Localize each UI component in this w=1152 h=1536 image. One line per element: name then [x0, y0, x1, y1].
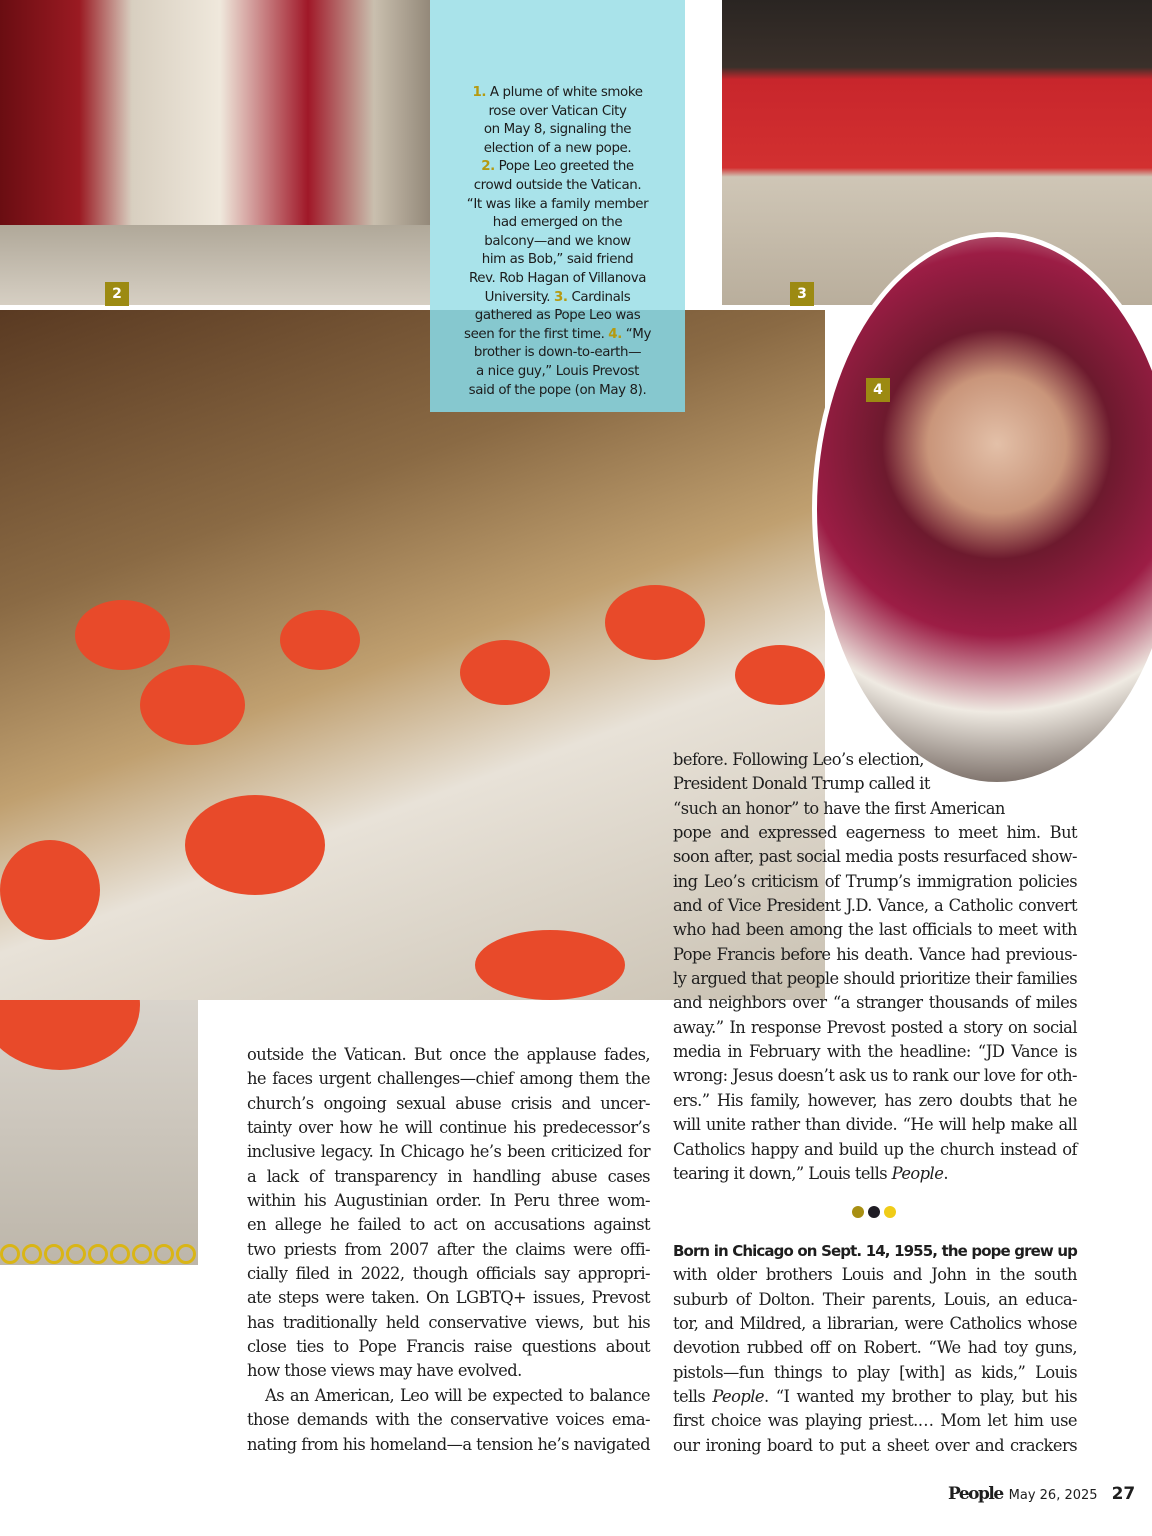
- article-section-2: Born in Chicago on Sept. 14, 1955, the pope grew up with older brothers Louis and John in the south suburb of Dolton. Their parents, Louis, an educa- tor, and Mildred, a librarian, were Catholics whose devotion rubbed off on Robert. “We had toy guns, pistols—fun things to play [with] as kids,” Louis tells People. “I wanted my brother to play, but his first choice was playing priest.… Mom let him use our ironing board to put a sheet over and crackers: [673, 1239, 1077, 1458]
- article-line: outside the Vatican. But once the applause fades,: [247, 1045, 650, 1064]
- page-footer: [948, 1484, 1135, 1504]
- article-line: a lack of transparency in handling abuse cases: [247, 1166, 650, 1186]
- caption-line: 2. Pope Leo greeted the: [481, 159, 634, 175]
- photo-caption-box: [430, 0, 685, 412]
- article-line: ers.” His family, however, has zero doubts that he: [673, 1090, 1077, 1110]
- caption-line: “It was like a family member: [466, 196, 649, 212]
- article-line: who had been among the last officials to meet with: [673, 920, 1077, 940]
- photo-cardinals-extension: [0, 1000, 198, 1265]
- article-line: and neighbors over “a stranger thousands of miles: [673, 993, 1077, 1013]
- article-line: before. Following Leo’s election,: [673, 750, 924, 769]
- article-line: close ties to Pope Francis raise questions about: [247, 1337, 650, 1357]
- page-number: 27: [1111, 1484, 1136, 1504]
- caption-line: a nice guy,” Louis Prevost: [476, 363, 639, 379]
- article-line: As an American, Leo will be expected to balance: [265, 1385, 650, 1405]
- caption-line: had emerged on the: [492, 215, 623, 231]
- article-line: and of Vice President J.D. Vance, a Catholic convert: [673, 896, 1077, 916]
- caption-line: him as Bob,” said friend: [481, 252, 634, 268]
- gold-chain-ornament: [0, 1241, 198, 1267]
- article-line: soon after, past social media posts resurfaced show-: [673, 847, 1077, 867]
- article-line: Catholics happy and build up the church instead of: [673, 1139, 1077, 1159]
- photo-number-badge: 3: [790, 282, 814, 306]
- article-line: cially filed in 2022, though officials say appropri-: [247, 1264, 650, 1284]
- caption-line: seen for the first time. 4. “My: [464, 326, 651, 342]
- caption-line: 1. A plume of white smoke: [472, 85, 643, 100]
- photo-number-badge: 4: [866, 378, 890, 402]
- article-line: wrong: Jesus doesn’t ask us to rank our love for oth-: [673, 1066, 1077, 1086]
- article-column-right: [673, 748, 1077, 1186]
- article-line: pope and expressed eagerness to meet him. But: [673, 823, 1077, 843]
- article-line: he faces urgent challenges—chief among them the: [247, 1069, 650, 1089]
- article-line: media in February with the headline: “JD Vance is: [673, 1042, 1077, 1062]
- caption-line: rose over Vatican City: [488, 103, 627, 119]
- caption-line: crowd outside the Vatican.: [473, 177, 642, 193]
- article-line: tainty over how he will continue his predecessor’s: [247, 1118, 650, 1138]
- article-line: Pope Francis before his death. Vance had previous-: [673, 944, 1077, 964]
- section-divider-dots: [852, 1206, 896, 1218]
- people-logo: People: [948, 1484, 1003, 1504]
- caption-line: said of the pope (on May 8).: [468, 382, 647, 398]
- article-line: those demands with the conservative voices ema-: [247, 1410, 650, 1430]
- article-line: nating from his homeland—a tension he’s navigated: [247, 1434, 650, 1454]
- photo-number-badge: 2: [105, 282, 129, 306]
- caption-line: election of a new pope.: [483, 140, 632, 156]
- article-line: away.” In response Prevost posted a story on social: [673, 1017, 1077, 1037]
- section-lead-in: Born in Chicago on Sept. 14, 1955, the pope grew up: [673, 1242, 1077, 1260]
- article-line: within his Augustinian order. In Peru three wom-: [247, 1191, 650, 1211]
- photo-pope-praying-circle: [812, 232, 1152, 787]
- article-column-left: [247, 1043, 650, 1457]
- article-line: has traditionally held conservative views, but his: [247, 1312, 650, 1332]
- article-line: will unite rather than divide. “He will help make all: [673, 1115, 1077, 1135]
- article-line: how those views may have evolved.: [247, 1361, 522, 1381]
- caption-line: University. 3. Cardinals: [484, 289, 631, 305]
- article-line: “such an honor” to have the first American: [673, 798, 1005, 818]
- article-line: tearing it down,” Louis tells People.: [673, 1163, 948, 1183]
- article-line: two priests from 2007 after the claims were offi-: [247, 1239, 650, 1259]
- caption-line: gathered as Pope Leo was: [474, 308, 641, 324]
- article-line: President Donald Trump called it: [673, 774, 930, 794]
- caption-line: balcony—and we know: [484, 233, 631, 249]
- article-line: en allege he failed to act on accusations against: [247, 1215, 650, 1235]
- article-line: inclusive legacy. In Chicago he’s been criticized for: [247, 1142, 650, 1162]
- article-line: ly argued that people should prioritize their families: [673, 969, 1077, 989]
- caption-line: on May 8, signaling the: [483, 122, 632, 138]
- issue-date: May 26, 2025: [1008, 1488, 1098, 1503]
- caption-line: brother is down-to-earth—: [473, 345, 642, 361]
- article-line: church’s ongoing sexual abuse crisis and uncer-: [247, 1093, 650, 1113]
- caption-line: Rev. Rob Hagan of Villanova: [468, 270, 647, 286]
- article-line: ing Leo’s criticism of Trump’s immigration policies: [673, 871, 1077, 891]
- photo-pope-balcony: [0, 0, 440, 305]
- article-line: ate steps were taken. On LGBTQ+ issues, Prevost: [247, 1288, 650, 1308]
